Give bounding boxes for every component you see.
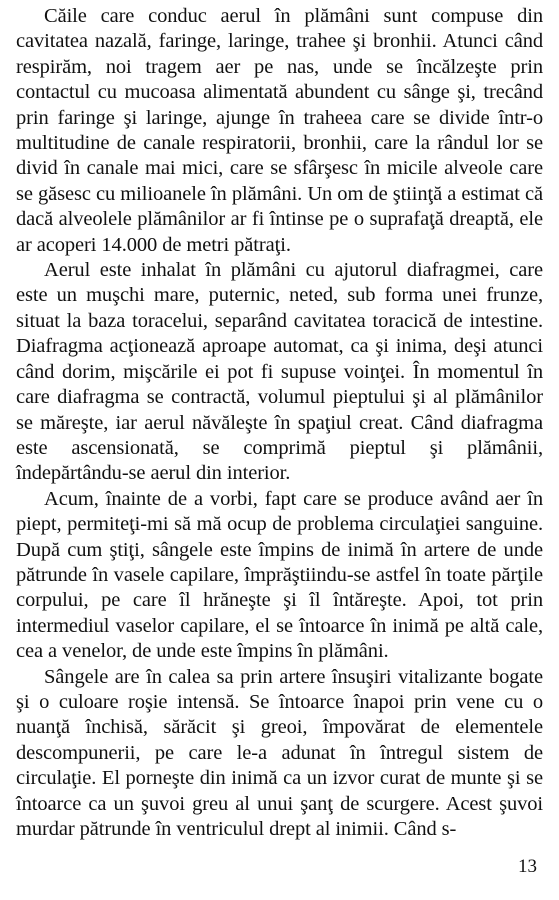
paragraph-diaphragm: Aerul este inhalat în plămâni cu ajutorul diafragmei, care este un muşchi mare, puternic, neted, sub forma unei frunze, situat la baza toracelui, separând cavitatea toracică de intestine. Diafragma acţionează aproape automat, ca şi inima, deşi atunci când dorim, mişcările ei pot fi supuse voinţei. În momentul în care diafragma se contractă, volumul pieptului şi al plămânilor se măreşte, iar aerul năvăleşte în spaţiul creat. Când diafragma este ascensionată, se comprimă pieptul şi plămânii, îndepărtându-se aerul din interior. bbox=[16, 259, 543, 485]
page-number: 13 bbox=[518, 856, 537, 877]
paragraph-blood-return: Sângele are în calea sa prin artere însuşiri vitalizante bogate şi o culoare roşie intensă. Se întoarce înapoi prin vene cu o nuanţă închisă, sărăcit şi greoi, împovărat de elementele descompunerii, pe care le-a adunat în întregul sistem de circulaţie. El porneşte din inimă ca un izvor curat de munte şi se întoarce ca un şuvoi greu al unui şanţ de scurgere. Acest şuvoi murdar pătrunde în ventriculul drept al inimii. Când s- bbox=[16, 665, 543, 840]
paragraph-respiratory-tract: Căile care conduc aerul în plămâni sunt compuse din cavitatea nazală, faringe, laringe, trahee şi bronhii. Atunci când respirăm, noi tragem aer pe nas, unde se încălzeşte prin contactul cu mucoasa alimentată abundent cu sânge şi, trecând prin faringe şi laringe, ajunge în traheea care se divide într-o multitudine de canale respiratorii, bronhii, care la rândul lor se divid în canale mai mici, care se sfârşesc în micile alveole care se găsesc cu milioanele în plămâni. Un om de ştiinţă a estimat că dacă alveolele plămânilor ar fi întinse pe o suprafaţă dreaptă, ele ar acoperi 14.000 de metri pătraţi. bbox=[16, 5, 543, 256]
paragraph-blood-circulation: Acum, înainte de a vorbi, fapt care se produce având aer în piept, permiteţi-mi să mă ocup de problema circulaţiei sanguine. După cum ştiţi, sângele este împins de inimă în artere de unde pătrunde în vasele capilare, împrăştiindu-se astfel în toate părţile corpului, pe care îl hrăneşte şi îl întăreşte. Apoi, tot prin intermediul vaselor capilare, el se întoarce în inimă pe altă cale, cea a venelor, de unde este împins în plămâni. bbox=[16, 487, 543, 663]
page-body bbox=[16, 4, 543, 842]
